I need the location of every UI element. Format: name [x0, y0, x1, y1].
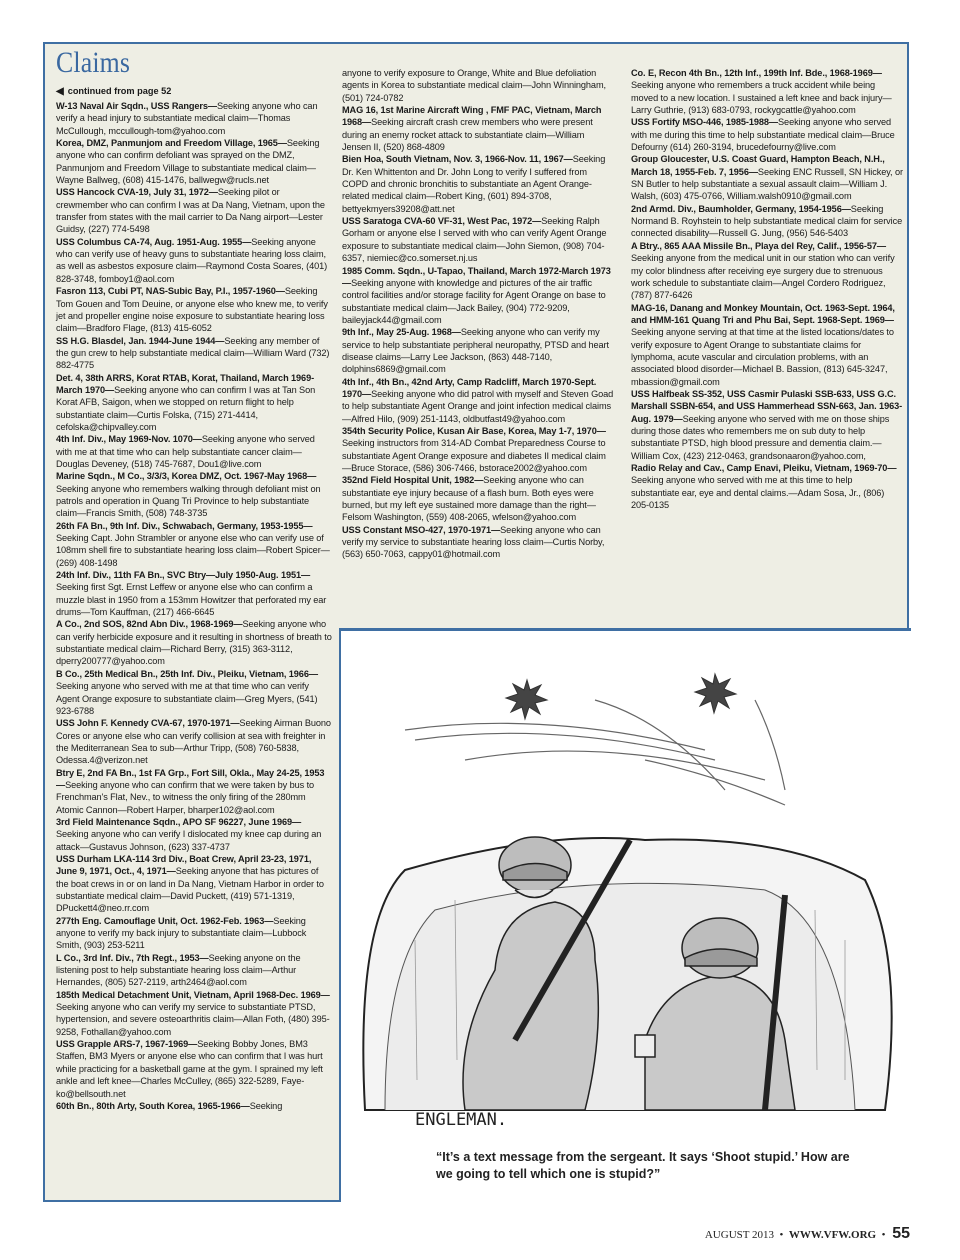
claim-text: Seeking anyone who can confirm defoliant was sprayed on the DMZ, Panmunjom and Freedom Village to substantiate medical claim—Wayne Ballweg, (608) 415-1476, ballwegw@rucls.net	[56, 138, 320, 186]
claim-text: Seeking anyone who can verify my service to help substantiate peripheral neuropathy, PTSD and heart disease claims—Larry Lee Jackson, (863) 448-7140, dolphins6869@gmail.com	[342, 327, 609, 375]
claim-text: Seeking pilot or crewmember who can confirm I was at Da Nang, Vietnam, upon the transfer from states with the mail carrier to Da Nang airport—Lester Guidsy, (227) 774-5498	[56, 187, 325, 235]
claim-text: Seeking anyone who can verify my service to substantiate hearing loss claim—Curtis Norby, (563) 650-7063, cappy01@hotmail.com	[342, 524, 605, 560]
claim-text: Seeking anyone who remembers a truck accident while being moved to a new location. I sustained a left knee and back injury—Larry Guthrie, (913) 683-0793, rockygcattle@yahoo.com	[631, 80, 892, 116]
panel-border	[339, 628, 341, 1202]
claim-entry	[342, 376, 614, 425]
claim-entry	[631, 203, 903, 240]
claim-text: Seeking anyone with knowledge and pictures of the air traffic control facilities and/or storage facility for Agent Orange on base to substantiate medical claim—Jack Bailey, (904) 772-9209, baileyjack44@gmail.com	[342, 277, 606, 325]
claim-unit-heading: Radio Relay and Cav., Camp Enavi, Pleiku, Vietnam, 1969-70—	[631, 463, 897, 473]
issue-date: AUGUST 2013	[704, 1229, 775, 1241]
claim-entry	[342, 524, 614, 561]
claim-entry	[56, 989, 332, 1038]
claim-text: Seeking Normand B. Royhstein to help substantiate medical claim for service connected disability—Russell G. Jung, (956) 546-5403	[631, 203, 903, 239]
claim-text: Seeking anyone who served with me at that time who can verify Agent Orange exposure to substantiate claim—Greg Myers, (541) 923-6788	[56, 681, 318, 716]
claim-entry	[56, 1100, 332, 1112]
cartoon-caption: “It’s a text message from the sergeant. It says ‘Shoot stupid.’ How are we going to tell which one is stupid?”	[436, 1150, 850, 1181]
claim-entry	[56, 236, 332, 285]
claim-entry	[56, 186, 332, 235]
claim-unit-heading: 9th Inf., May 25-Aug. 1968—	[342, 327, 461, 338]
claim-entry	[342, 215, 614, 264]
separator: •	[881, 1229, 886, 1241]
claim-entry	[342, 326, 614, 375]
claims-column-1	[56, 100, 332, 1112]
claim-unit-heading: B Co., 25th Medical Bn., 25th Inf. Div., Pleiku, Vietnam, 1966—	[56, 668, 318, 679]
continued-text: continued from page 52	[67, 86, 172, 96]
claim-text: Seeking anyone who can confirm I was at Tan Son Korat AFB, Saigon, when we stopped on return flight to help substantiate claim—Curtis Folska, (715) 271-4414, cefolska@chipvalley.com	[56, 384, 316, 432]
claim-unit-heading: Btry E, 2nd FA Bn., 1st FA Grp., Fort Sill, Okla., May 24-25, 1953—	[56, 767, 325, 790]
claim-entry	[56, 816, 332, 853]
claim-entry	[342, 474, 614, 523]
claim-text: Seeking anyone who can verify a head injury to substantiate medical claim—Thomas McCullough, mccullough-tom@yahoo.com	[56, 101, 318, 136]
claim-entry	[631, 116, 903, 153]
claim-unit-heading: L Co., 3rd Inf. Div., 7th Regt., 1953—	[56, 952, 209, 963]
claim-unit-heading: MAG-16, Danang and Monkey Mountain, Oct. 1963-Sept. 1964, and HMM-161 Quang Tri and Phu Bai, Sept. 1968-Sept. 1969—	[631, 302, 895, 325]
claim-text: Seeking instructors from 314-AD Combat Preparedness Course to substantiate Agent Orange exposure and diabetes II medical claim—Bruce Storace, (586) 306-7466, bstorace2002@yahoo.com	[342, 438, 606, 473]
claim-entry	[631, 67, 903, 116]
claim-text: anyone to verify exposure to Orange, White and Blue defoliation agents in Korea to substantiate medical claim—John Winningham, (501) 724-0782	[342, 68, 606, 103]
claim-unit-heading: MAG 16, 1st Marine Aircraft Wing , FMF PAC, Vietnam, March 1968—	[342, 105, 602, 128]
claim-entry	[56, 717, 332, 766]
claim-text: Seeking Capt. John Strambler or anyone else who can verify use of 108mm shell fire to substantiate hearing loss claim—Robert Spicer—(269) 408-1498	[56, 533, 330, 568]
claim-text: Seeking anyone who did patrol with myself and Steven Goad to help substantiate Agent Orange and joint infection medical claims—Alfred Hilo, (909) 251-1143, oldbutfast49@yahoo.com	[342, 388, 614, 424]
claim-unit-heading: 24th Inf. Div., 11th FA Bn., SVC Btry—July 1950-Aug. 1951—	[56, 570, 311, 581]
claim-text: Seeking anyone on the listening post to help substantiate hearing loss claim—Arthur Hernandes, (805) 527-2119, arth2464@aol.com	[56, 952, 301, 988]
claim-text: Seeking anyone to verify my back injury to substantiate claim—Lubbock Smith, (903) 253-5211	[56, 915, 307, 951]
claim-unit-heading: 60th Bn., 80th Arty, South Korea, 1965-1966—	[56, 1100, 250, 1111]
claim-unit-heading: USS Constant MSO-427, 1970-1971—	[342, 524, 501, 535]
claim-text: Seeking first Sgt. Ernst Leffew or anyone else who can confirm a muzzle blast in 1950 from a 153mm Howitzer that perforated my ear drums—Tom Kauffman, (217) 466-6645	[56, 582, 327, 618]
claim-unit-heading: 4th Inf. Div., May 1969-Nov. 1070—	[56, 434, 202, 445]
claim-unit-heading: W-13 Naval Air Sqdn., USS Rangers—	[56, 101, 217, 111]
explosion-icon	[695, 674, 736, 713]
claim-text: Seeking Tom Gouen and Tom Deuine, or anyone else who knew me, to verify jet and propeller engine noise exposure to substantiate hearing loss claim—Bradforo Flage, (813) 415-6052	[56, 286, 328, 334]
website-link[interactable]: WWW.VFW.ORG	[788, 1229, 877, 1241]
claim-unit-heading: USS Grapple ARS-7, 1967-1969—	[56, 1039, 198, 1050]
claim-text: Seeking anyone who remembers walking through defoliant mist on patrols and operation in Quang Tri Province to help substantiate claim—Francis Smith, (508) 748-3735	[56, 483, 321, 519]
claim-entry	[56, 1038, 332, 1100]
claim-unit-heading: Co. E, Recon 4th Bn., 12th Inf., 199th Inf. Bde., 1968-1969—	[631, 68, 882, 78]
claim-text: Seeking anyone who served with me during this time to help substantiate medical claim—Bruce Defourny (614) 260-3194, brucedefourny@live.com	[631, 117, 895, 153]
claim-entry	[342, 153, 614, 215]
claim-text: Seeking	[249, 1100, 283, 1111]
claim-entry	[56, 618, 332, 667]
claim-text: Seeking anyone serving at that time at the listed locations/dates to verify exposure to Agent Orange to substantiate claims for lymphoma, acute vascular and circulation problems, with an associated blood disorder—Michael B. Bassion, (813) 645-3247, mbassion@gmail.com	[631, 327, 894, 387]
claim-text: Seeking anyone who can verify use of heavy guns to substantiate hearing loss claim, as well as asbestos exposure claim—Raymond Costa Soares, (401) 828-3748, fomboy1@aol.com	[56, 236, 328, 284]
claim-entry	[56, 100, 332, 137]
claim-text: Seeking Airman Buono Cores or anyone else who can verify collision at sea with freighter in the Mediterranean Sea to sub—Arthur Tripp, (508) 760-5838, Odessa.4@verizon.net	[56, 718, 331, 766]
claim-entry	[342, 425, 614, 474]
claim-unit-heading: USS Hancock CVA-19, July 31, 1972—	[56, 187, 218, 198]
claim-entry	[56, 767, 332, 816]
claim-unit-heading: 1985 Comm. Sqdn., U-Tapao, Thailand, March 1972-March 1973—	[342, 265, 611, 288]
claim-entry	[56, 433, 332, 470]
claim-unit-heading: USS Halfbeak SS-352, USS Casmir Pulaski SSB-633, USS G.C. Marshall SSBN-654, and USS Hammerhead SSN-663, Jan. 1963-Aug. 1979—	[631, 388, 903, 424]
claim-entry	[631, 388, 903, 462]
claim-entry	[56, 520, 332, 569]
claim-text: Seeking Ralph Gorham or anyone else I served with who can verify Agent Orange exposure to substantiate medical claim—John Siemon, (908) 704-6357, niemiec@co.somerset.nj.us	[342, 216, 607, 264]
claim-text: Seeking anyone who served with me at that time who can help substantiate cancer claim—Douglas Deveney, (518) 745-7687, Dou1@live.com	[56, 434, 315, 469]
claim-entry	[631, 302, 903, 388]
claim-text: Seeking anyone who served with me on those ships during those dates who remembers me on sub duty to help substantiate PTSD, high blood pressure and dementia claim.—William Cox, (423) 212-0463, grandsonaaron@yahoo.com,	[631, 413, 890, 461]
claim-entry	[342, 67, 614, 104]
claim-text: Seeking Bobby Jones, BM3 Staffen, BM3 Myers or anyone else who can confirm that I was hurt while practicing for a basketball game at the gym. I sprained my left ankle and left knee—Charles McCulley, (865) 322-5289, Faye-ko@bellsouth.net	[56, 1039, 323, 1099]
claims-column-2	[342, 67, 614, 561]
claim-unit-heading: 354th Security Police, Kusan Air Base, Korea, May 1-7, 1970—	[342, 425, 606, 436]
claim-unit-heading: 3rd Field Maintenance Sqdn., APO SF 96227, June 1969—	[56, 816, 302, 827]
page-number: 55	[892, 1225, 910, 1242]
claim-unit-heading: Korea, DMZ, Panmunjom and Freedom Village, 1965—	[56, 138, 287, 149]
page-footer	[705, 1225, 910, 1243]
claim-unit-heading: 26th FA Bn., 9th Inf. Div., Schwabach, Germany, 1953-1955—	[56, 520, 313, 531]
claim-unit-heading: A Btry., 865 AAA Missile Bn., Playa del Rey, Calif., 1956-57—	[631, 240, 886, 251]
cartoon-signature: ENGLEMAN.	[415, 1110, 508, 1130]
claim-entry	[56, 335, 332, 372]
arrow-left-icon: ◀	[56, 86, 64, 97]
claim-unit-heading: 185th Medical Detachment Unit, Vietnam, April 1968-Dec. 1969—	[56, 989, 330, 1000]
claim-text: Seeking any member of the gun crew to help substantiate medical claim—William Ward (732) 882-4775	[56, 335, 330, 371]
claim-entry	[56, 952, 332, 989]
section-title: Claims	[56, 46, 131, 79]
claim-unit-heading: USS Fortify MSO-446, 1985-1988—	[631, 117, 779, 128]
claim-unit-heading: USS Columbus CA-74, Aug. 1951-Aug. 1955—	[56, 236, 252, 247]
claim-unit-heading: 2nd Armd. Div., Baumholder, Germany, 1954-1956—	[631, 203, 851, 214]
claim-unit-heading: SS H.G. Blasdel, Jan. 1944-June 1944—	[56, 335, 225, 346]
panel-border	[339, 628, 911, 631]
claim-unit-heading: 4th Inf., 4th Bn., 42nd Arty, Camp Radcliff, March 1970-Sept. 1970—	[342, 376, 597, 399]
claim-entry	[56, 372, 332, 434]
claim-text: Seeking anyone who can confirm that we were taken by bus to Frenchman's Flat, Nev., to witness the only firing of the 280mm Atomic Cannon—Robert Harper, bharper102@aol.com	[56, 779, 315, 815]
claim-entry	[56, 470, 332, 519]
claim-entry	[631, 240, 903, 302]
claim-unit-heading: USS John F. Kennedy CVA-67, 1970-1971—	[56, 718, 240, 729]
claim-entry	[56, 137, 332, 186]
claim-unit-heading: Fasron 113, Cubi PT, NAS-Subic Bay, P.I., 1957-1960—	[56, 286, 285, 297]
cartoon-illustration	[345, 640, 905, 1135]
claim-entry	[631, 462, 903, 511]
claim-unit-heading: Bien Hoa, South Vietnam, Nov. 3, 1966-Nov. 11, 1967—	[342, 154, 573, 165]
claim-unit-heading: Det. 4, 38th ARRS, Korat RTAB, Korat, Thailand, March 1969-March 1970—	[56, 372, 315, 395]
claim-entry	[56, 853, 332, 915]
claim-entry	[56, 915, 332, 952]
claim-unit-heading: 277th Eng. Camouflage Unit, Oct. 1962-Feb. 1963—	[56, 915, 274, 926]
claim-unit-heading: USS Durham LKA-114 3rd Div., Boat Crew, April 23-23, 1971, June 9, 1971, Oct., 4, 1971—	[56, 853, 312, 877]
claim-text: Seeking ENC Russell, SN Hickey, or SN Butler to help substantiate a sexual assault claim—William J. Walsh, (603) 475-0766, William.walsh0910@gmail.com	[631, 166, 903, 202]
claim-entry	[342, 104, 614, 153]
claim-text: Seeking anyone that has pictures of the boat crews in or on land in Da Nang, Vietnam Harbor in order to substantiate medical claim—David Puckett, (419) 571-1319, DPuckett4@neo.rr.com	[56, 866, 324, 914]
claim-entry	[56, 285, 332, 334]
explosion-icon	[506, 680, 547, 719]
claim-text: Seeking Dr. Ken Whittenton and Dr. John Long to verify I suffered from COPD and chronic bronchitis to substantiate an Agent Orange-related medical claim—Robert King, (601) 894-3708, bettyekmyers39208@att.net	[342, 154, 606, 214]
claim-text: Seeking anyone who can verify I dislocated my knee cap during an attack—Gustavus Johnson, (623) 337-4737	[56, 829, 322, 852]
claim-text: Seeking anyone who served with me at this time to help substantiate ear, eye and dental claims.—Adam Sosa, Jr., (806) 205-0135	[631, 475, 885, 511]
claim-text: Seeking anyone who can verify my service to substantiate PTSD, hypertension, and severe osteoarthritis claim—Allan Foth, (480) 395-9258, Fothallan@yahoo.com	[56, 1002, 330, 1037]
claim-entry	[342, 265, 614, 327]
claims-column-3	[631, 67, 903, 511]
claim-entry	[631, 153, 903, 202]
claim-text: Seeking anyone who can verify herbicide exposure and it resulting in shortness of breath to substantiate medical claim—Richard Berry, (315) 363-3112, dperry200777@yahoo.com	[56, 619, 332, 667]
claim-unit-heading: Marine Sqdn., M Co., 3/3/3, Korea DMZ, Oct. 1967-May 1968—	[56, 471, 317, 482]
separator: •	[779, 1229, 784, 1241]
claim-unit-heading: Group Gloucester, U.S. Coast Guard, Hampton Beach, N.H., March 18, 1955-Feb. 7, 1956—	[631, 154, 885, 177]
claim-text: Seeking aircraft crash crew members who were present during an enemy rocket attack to substantiate claim—William Jensen II, (520) 868-4809	[342, 117, 593, 153]
continued-note	[56, 86, 171, 97]
claim-text: Seeking anyone who can substantiate eye injury because of a flash burn. Both eyes were burned, but my left eye sustained more damage than the right—Felsom Washington, (559) 408-2065, wfelson@yahoo.com	[342, 475, 596, 523]
claim-entry	[56, 668, 332, 717]
claim-unit-heading: A Co., 2nd SOS, 82nd Abn Div., 1968-1969—	[56, 619, 243, 630]
claim-entry	[56, 569, 332, 618]
claim-text: Seeking anyone from the medical unit in our station who can verify my color blindness after receiving eye surgery due to strenuous work schedule to substantiate claim—Angel Cordero Rodriguez, (787) 877-6426	[631, 253, 895, 301]
claim-unit-heading: USS Saratoga CVA-60 VF-31, West Pac, 1972—	[342, 216, 542, 227]
claim-unit-heading: 352nd Field Hospital Unit, 1982—	[342, 475, 484, 486]
